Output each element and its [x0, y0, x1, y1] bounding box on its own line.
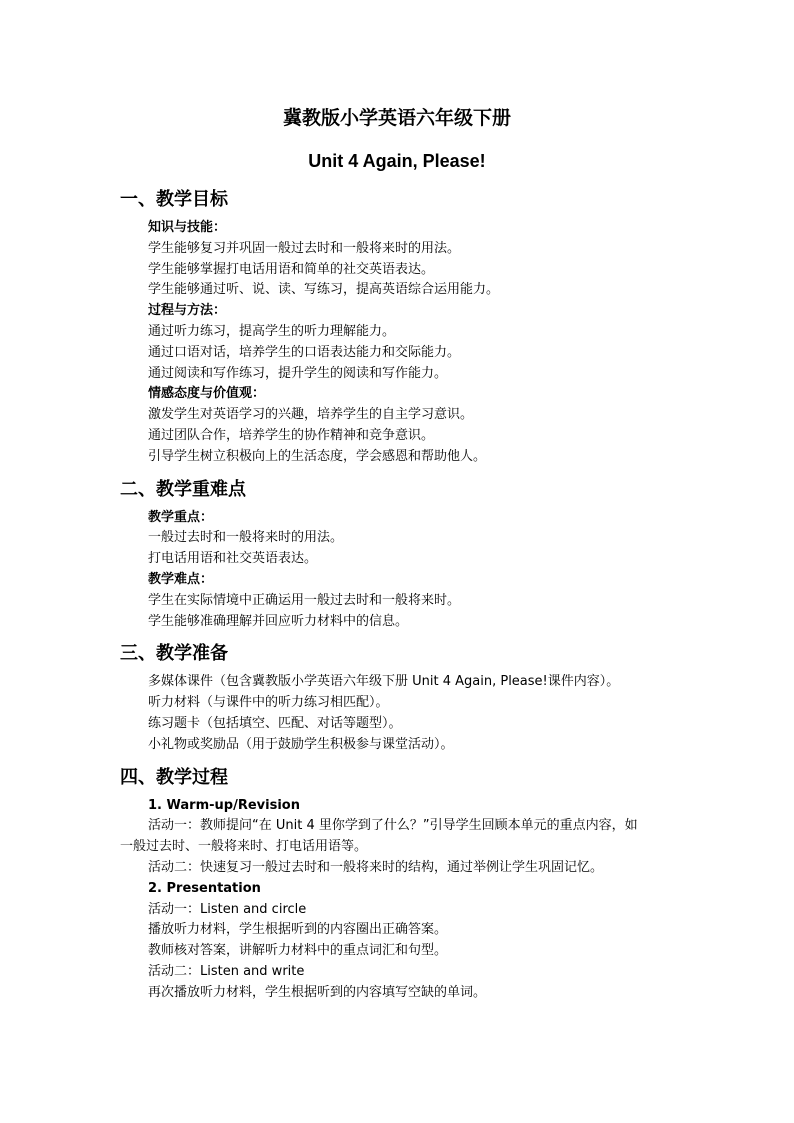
document-body: [120, 186, 682, 1004]
section-heading: 四、教学过程: [120, 766, 228, 788]
line-text: 学生在实际情境中正确运用一般过去时和一般将来时。: [148, 592, 461, 608]
paragraph-line: [120, 858, 682, 879]
subheading: [120, 384, 682, 405]
subheading: [120, 218, 682, 239]
subheading: [120, 301, 682, 322]
line-text: 听力材料（与课件中的听力练习相匹配）。: [148, 695, 389, 711]
section-gap: [120, 468, 682, 476]
line-text: 知识与技能：: [148, 220, 227, 235]
subheading: [120, 879, 682, 900]
line-text: 教师核对答案，讲解听力材料中的重点词汇和句型。: [148, 943, 448, 959]
paragraph-line: [120, 343, 682, 364]
paragraph-line: [120, 816, 682, 837]
paragraph-line: [120, 447, 682, 468]
line-text: 练习题卡（包括填空、匹配、对话等题型）。: [148, 715, 402, 731]
paragraph-line: [120, 941, 682, 962]
line-text: 一般过去时、一般将来时、打电话用语等。: [120, 839, 368, 855]
line-text: 活动一：教师提问“在 Unit 4 里你学到了什么？”引导学生回顾本单元的重点内容，如: [148, 818, 638, 834]
line-text: 活动二：快速复习一般过去时和一般将来时的结构，通过举例让学生巩固记忆。: [148, 859, 604, 875]
line-text: 学生能够准确理解并回应听力材料中的信息。: [148, 613, 409, 629]
subheading: [120, 508, 682, 529]
line-text: 引导学生树立积极向上的生活态度，学会感恩和帮助他人。: [148, 448, 487, 464]
line-text: 活动二：Listen and write: [148, 963, 305, 979]
paragraph-line: [120, 280, 682, 301]
paragraph-line: [120, 426, 682, 447]
line-text: 过程与方法：: [148, 303, 227, 319]
paragraph-line: [120, 260, 682, 281]
paragraph-line: [120, 591, 682, 612]
line-text: 播放听力材料，学生根据听到的内容圈出正确答案。: [148, 922, 448, 938]
document-subtitle: Unit 4 Again, Please!: [308, 151, 486, 171]
paragraph-line: [120, 920, 682, 941]
paragraph-line: [120, 612, 682, 633]
paragraph-continuation: [120, 837, 682, 858]
line-text: 学生能够掌握打电话用语和简单的社交英语表达。: [148, 261, 435, 277]
line-text: 通过口语对话，培养学生的口语表达能力和交际能力。: [148, 344, 461, 360]
paragraph-line: [120, 364, 682, 385]
document-title: 冀教版小学英语六年级下册: [282, 107, 511, 129]
section-gap: [120, 756, 682, 764]
line-text: 小礼物或奖励品（用于鼓励学生积极参与课堂活动）。: [148, 736, 454, 752]
paragraph-line: [120, 528, 682, 549]
paragraph-line: [120, 735, 682, 756]
line-text: 多媒体课件（包含冀教版小学英语六年级下册 Unit 4 Again, Please!课件内容）。: [148, 674, 620, 690]
line-text: 1. Warm-up/Revision: [148, 797, 300, 813]
line-text: 打电话用语和社交英语表达。: [148, 551, 318, 567]
paragraph-line: [120, 900, 682, 921]
section-gap: [120, 632, 682, 640]
paragraph-line: [120, 405, 682, 426]
line-text: 再次播放听力材料，学生根据听到的内容填写空缺的单词。: [148, 984, 487, 1000]
line-text: 情感态度与价值观：: [148, 386, 266, 402]
line-text: 学生能够复习并巩固一般过去时和一般将来时的用法。: [148, 240, 461, 256]
line-text: 教学难点：: [148, 571, 214, 587]
paragraph-line: [120, 672, 682, 693]
line-text: 通过听力练习，提高学生的听力理解能力。: [148, 323, 396, 339]
line-text: 2. Presentation: [148, 880, 261, 896]
subheading: [120, 796, 682, 817]
line-text: 活动一：Listen and circle: [148, 901, 307, 917]
subheading: [120, 570, 682, 591]
line-text: 学生能够通过听、说、读、写练习，提高英语综合运用能力。: [148, 282, 500, 298]
line-text: 教学重点：: [148, 509, 214, 525]
line-text: 通过团队合作，培养学生的协作精神和竞争意识。: [148, 427, 435, 443]
section-heading: 二、教学重难点: [120, 478, 246, 500]
paragraph-line: [120, 962, 682, 983]
section-heading: 三、教学准备: [120, 643, 228, 665]
paragraph-line: [120, 983, 682, 1004]
paragraph-line: [120, 322, 682, 343]
line-text: 一般过去时和一般将来时的用法。: [148, 530, 344, 546]
line-text: 通过阅读和写作练习，提升学生的阅读和写作能力。: [148, 365, 448, 381]
line-text: 激发学生对英语学习的兴趣，培养学生的自主学习意识。: [148, 407, 474, 423]
paragraph-line: [120, 239, 682, 260]
paragraph-line: [120, 693, 682, 714]
paragraph-line: [120, 549, 682, 570]
paragraph-line: [120, 714, 682, 735]
section-heading: 一、教学目标: [120, 189, 228, 210]
